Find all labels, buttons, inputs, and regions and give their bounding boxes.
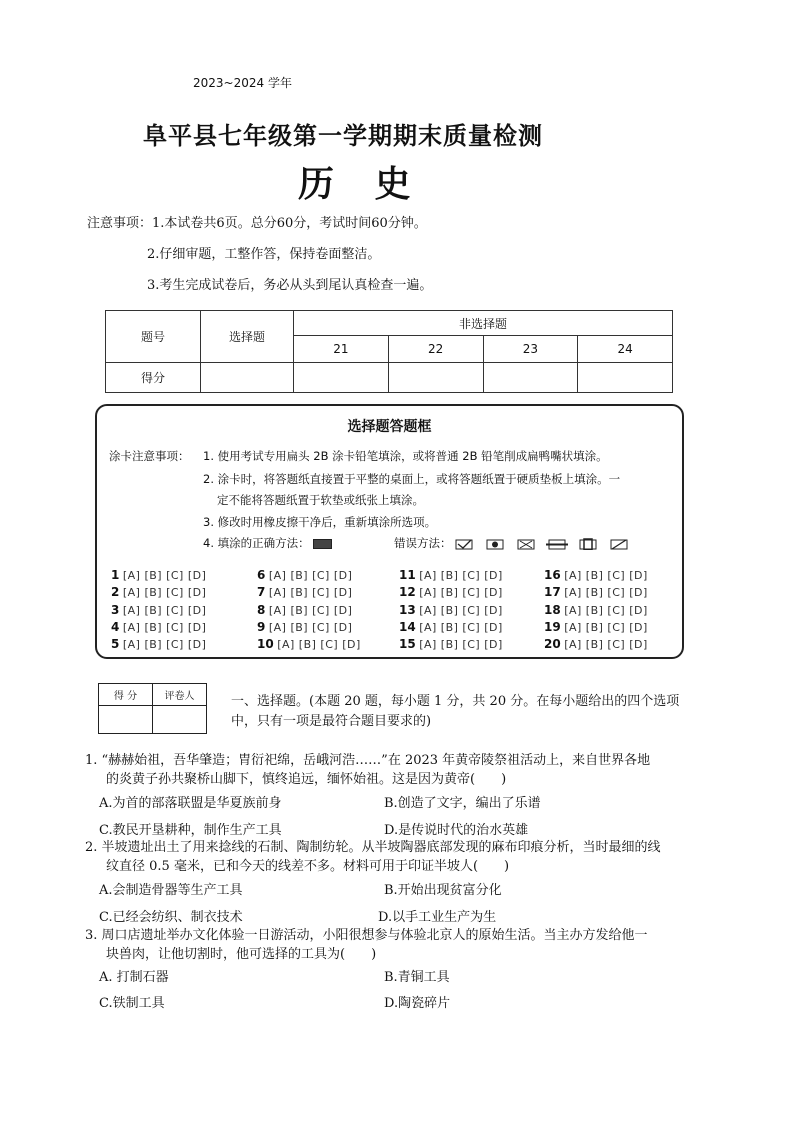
answer-options[interactable]: [A] [B] [C] [D]	[564, 603, 648, 617]
answer-options[interactable]: [A] [B] [C] [D]	[122, 586, 207, 600]
question-number: 11	[399, 568, 416, 582]
notes-item: 3.考生完成试卷后，务必从头到尾认真检查一遍。	[147, 278, 433, 293]
question-number: 4	[111, 619, 120, 634]
answer-row[interactable]	[257, 603, 361, 620]
question-number: 15	[399, 637, 416, 652]
question-number: 14	[399, 619, 416, 634]
score-table-sub: 24	[578, 336, 673, 363]
answer-row[interactable]	[111, 620, 206, 637]
score-cell[interactable]	[483, 363, 578, 393]
correct-method-label: 4. 填涂的正确方法：	[203, 536, 310, 550]
question-number: 9	[257, 619, 266, 634]
answer-options[interactable]: [A] [B] [C] [D]	[122, 603, 207, 617]
score-cell[interactable]	[294, 363, 389, 393]
question-number: 20	[544, 637, 561, 652]
question-number: 8	[257, 602, 266, 617]
answer-row[interactable]	[399, 637, 503, 654]
score-table-header-tihao: 题号	[106, 311, 201, 363]
grader-box	[98, 683, 207, 734]
score-row-label: 得分	[106, 363, 201, 393]
wrong-method	[394, 535, 635, 551]
answer-box-inst: 3. 修改时用橡皮擦干净后，重新填涂所选项。	[203, 515, 437, 529]
wrong-method-label: 错误方法：	[394, 536, 452, 550]
grader-score-cell[interactable]	[99, 706, 153, 734]
answer-column	[399, 568, 503, 654]
answer-row[interactable]	[257, 620, 361, 637]
grader-reviewer-label: 评卷人	[153, 684, 207, 706]
question-number: 3	[111, 602, 120, 617]
answer-row[interactable]	[111, 585, 206, 602]
answer-box-inst: 定不能将答题纸置于软垫或纸张上填涂。	[217, 493, 424, 507]
notes-line-1	[87, 212, 427, 231]
score-table-sub: 21	[294, 336, 389, 363]
question-number: 13	[399, 602, 416, 617]
answer-options[interactable]: [A] [B] [C] [D]	[419, 586, 503, 600]
question-number: 10	[257, 637, 274, 652]
answer-row[interactable]	[399, 603, 503, 620]
option-a[interactable]: A. 打制石器	[99, 970, 169, 985]
answer-options[interactable]: [A] [B] [C] [D]	[277, 638, 361, 652]
answer-row[interactable]	[111, 637, 206, 654]
answer-row[interactable]	[399, 568, 503, 585]
answer-options[interactable]: [A] [B] [C] [D]	[564, 569, 648, 582]
notes-item: 1.本试卷共6页。总分60分，考试时间60分钟。	[152, 216, 427, 231]
answer-box	[95, 404, 684, 659]
answer-box-inst-4	[203, 535, 332, 551]
answer-options[interactable]: [A] [B] [C] [D]	[268, 620, 353, 634]
answer-row[interactable]	[111, 603, 206, 620]
answer-row[interactable]	[257, 637, 361, 654]
question-number: 5	[111, 637, 120, 652]
answer-column	[257, 568, 361, 654]
answer-column	[544, 568, 648, 654]
option-c[interactable]: C.教民开垦耕种，制作生产工具	[99, 823, 282, 838]
score-cell[interactable]	[578, 363, 673, 393]
answer-options[interactable]: [A] [B] [C] [D]	[564, 620, 648, 634]
answer-row[interactable]	[399, 620, 503, 637]
question-number: 6	[257, 568, 266, 582]
option-a[interactable]: A.会制造骨器等生产工具	[99, 883, 243, 898]
wrong-marks-icon	[455, 538, 635, 550]
question-number: 12	[399, 585, 416, 600]
grader-reviewer-cell[interactable]	[153, 706, 207, 734]
answer-row[interactable]	[257, 585, 361, 602]
question-stem: 的炎黄子孙共聚桥山脚下，慎终追远，缅怀始祖。这是因为黄帝( )	[106, 772, 507, 787]
question-stem: 块兽肉，让他切割时，他可选择的工具为( )	[106, 947, 377, 962]
question-number: 7	[257, 585, 266, 600]
answer-row[interactable]	[544, 637, 648, 654]
answer-row[interactable]	[544, 620, 648, 637]
answer-column	[111, 568, 206, 654]
question-stem: 2. 半坡遗址出土了用来捻线的石制、陶制纺轮。从半坡陶器底部发现的麻布印痕分析，当时最细的线	[85, 840, 661, 855]
answer-options[interactable]: [A] [B] [C] [D]	[419, 603, 503, 617]
score-table-header-nonchoice: 非选择题	[294, 311, 673, 336]
answer-row[interactable]	[399, 585, 503, 602]
notes-label: 注意事项：	[87, 216, 153, 231]
answer-options[interactable]: [A] [B] [C] [D]	[268, 603, 353, 617]
answer-box-title: 选择题答题框	[347, 419, 432, 435]
option-d[interactable]: D.是传说时代的治水英雄	[384, 823, 529, 838]
option-c[interactable]: C.铁制工具	[99, 996, 165, 1011]
score-cell[interactable]	[201, 363, 294, 393]
answer-row[interactable]	[544, 603, 648, 620]
grader-score-label: 得 分	[99, 684, 153, 706]
question-number: 18	[544, 602, 561, 617]
answer-row[interactable]	[544, 585, 648, 602]
answer-box-label: 涂卡注意事项：	[109, 449, 190, 463]
question-number: 1	[111, 568, 120, 582]
answer-options[interactable]: [A] [B] [C] [D]	[122, 569, 207, 582]
correct-fill-icon	[313, 539, 332, 549]
answer-row[interactable]	[257, 568, 361, 585]
option-b[interactable]: B.开始出现贫富分化	[384, 883, 502, 898]
option-d[interactable]: D.陶瓷碎片	[384, 996, 451, 1011]
answer-row[interactable]	[111, 568, 206, 585]
option-b[interactable]: B.创造了文字，编出了乐谱	[384, 796, 541, 811]
question-stem: 纹直径 0.5 毫米，已和今天的线差不多。材料可用于印证半坡人( )	[106, 859, 510, 874]
question-number: 2	[111, 585, 120, 600]
answer-options[interactable]: [A] [B] [C] [D]	[419, 569, 503, 582]
score-table-sub: 22	[388, 336, 483, 363]
score-table-sub: 23	[483, 336, 578, 363]
answer-options[interactable]: [A] [B] [C] [D]	[268, 586, 353, 600]
section-heading: 一、选择题。(本题 20 题，每小题 1 分，共 20 分。在每小题给出的四个选项中，只有一项是最符合题目要求的)	[231, 694, 680, 729]
answer-box-inst: 2. 涂卡时，将答题纸直接置于平整的桌面上，或将答题纸置于硬质垫板上填涂。一	[203, 472, 621, 486]
answer-options[interactable]: [A] [B] [C] [D]	[122, 638, 207, 652]
answer-options[interactable]: [A] [B] [C] [D]	[268, 569, 353, 582]
exam-title: 阜平县七年级第一学期期末质量检测	[143, 121, 543, 150]
question-stem: 3. 周口店遗址举办文化体验一日游活动，小阳很想参与体验北京人的原始生活。当主办方发给他一	[85, 928, 648, 943]
answer-box-inst: 1. 使用考试专用扁头 2B 涂卡铅笔填涂，或将普通 2B 铅笔削成扁鸭嘴状填涂。	[203, 449, 608, 463]
answer-options[interactable]: [A] [B] [C] [D]	[564, 586, 648, 600]
answer-row[interactable]	[544, 568, 648, 585]
question-number: 19	[544, 619, 561, 634]
option-a[interactable]: A.为首的部落联盟是华夏族前身	[99, 796, 282, 811]
exam-year: 2023~2024 学年	[193, 76, 292, 90]
answer-options[interactable]: [A] [B] [C] [D]	[419, 620, 503, 634]
score-cell[interactable]	[388, 363, 483, 393]
score-table-header-choice: 选择题	[201, 311, 294, 363]
answer-options[interactable]: [A] [B] [C] [D]	[564, 638, 648, 652]
answer-options[interactable]: [A] [B] [C] [D]	[419, 638, 503, 652]
option-c[interactable]: C.已经会纺织、制衣技术	[99, 910, 243, 925]
question-number: 17	[544, 585, 561, 600]
option-d[interactable]: D.以手工业生产为生	[378, 910, 497, 925]
question-number: 16	[544, 568, 561, 582]
option-b[interactable]: B.青铜工具	[384, 970, 450, 985]
answer-options[interactable]: [A] [B] [C] [D]	[122, 620, 207, 634]
question-stem: 1. “赫赫始祖，吾华肇造；胄衍祀绵，岳峨河浩……”在 2023 年黄帝陵祭祖活动上，来自世界各地	[85, 753, 651, 768]
score-table	[105, 310, 673, 393]
notes-item: 2.仔细审题，工整作答，保持卷面整洁。	[147, 247, 381, 262]
exam-subject: 历 史	[298, 163, 425, 205]
